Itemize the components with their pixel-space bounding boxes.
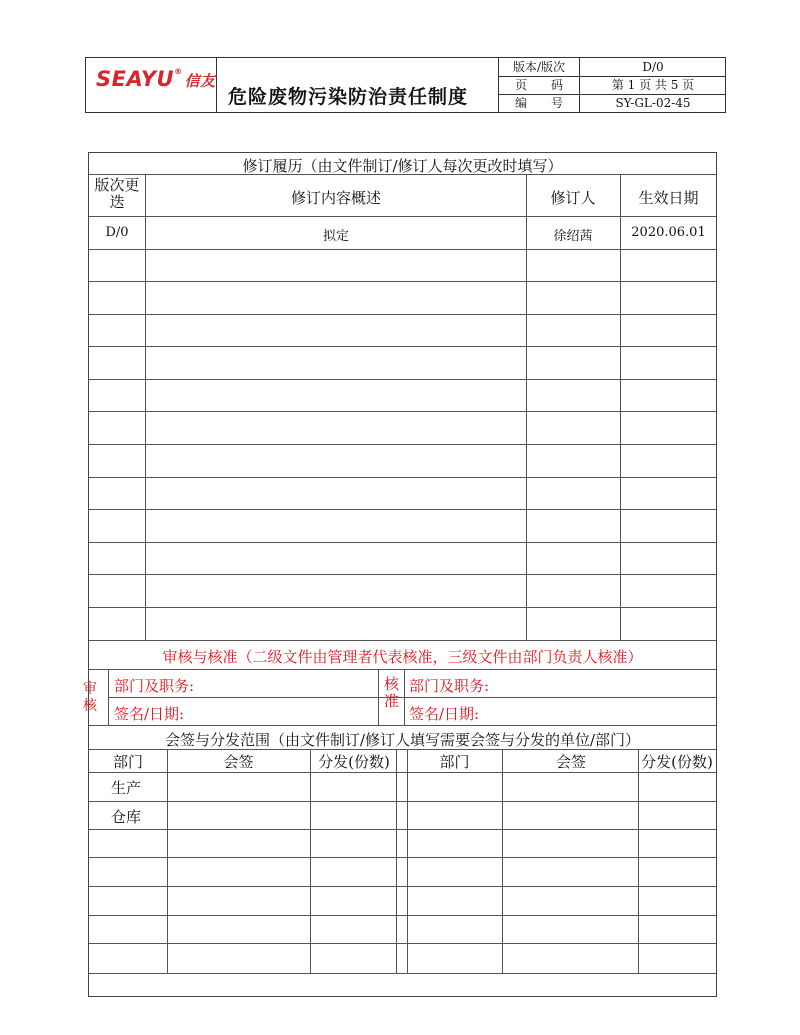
dist-dept-production: 生产: [111, 779, 142, 797]
meta-row-page: [499, 76, 726, 95]
row-divider: [108, 697, 716, 698]
meta-row-number: [499, 94, 726, 112]
row-divider: [89, 379, 716, 380]
dist-dept-warehouse: 仓库: [111, 808, 142, 826]
row-divider: [89, 174, 716, 175]
review-label-char1: 审: [83, 681, 97, 697]
row-divider: [89, 857, 716, 858]
col-divider: [404, 669, 405, 725]
header-revision-content: 修订内容概述: [290, 189, 381, 207]
document-title: 危险废物污染防治责任制度: [228, 86, 469, 108]
review-sign-label: 签名/日期:: [114, 705, 185, 723]
col-divider: [407, 749, 408, 973]
row-divider: [89, 607, 716, 608]
row-divider: [89, 973, 716, 974]
dist-header-sign-right: 会签: [555, 753, 586, 771]
col-divider: [310, 749, 311, 973]
dist-header-dept-right: 部门: [439, 753, 470, 771]
row-divider: [89, 801, 716, 802]
header-version-line2: 迭: [109, 193, 125, 211]
row-divider: [89, 542, 716, 543]
row-divider: [89, 749, 716, 750]
col-divider: [167, 749, 168, 973]
document-meta-table: [498, 58, 726, 112]
revision-date-cell: 2020.06.01: [631, 225, 706, 240]
dist-header-copies-right: 分发(份数): [641, 753, 713, 771]
meta-row-version: [499, 58, 726, 77]
meta-value: D/0: [642, 60, 664, 74]
row-divider: [89, 772, 716, 773]
meta-label: 页 码: [499, 76, 580, 94]
approve-label-char1: 核: [384, 675, 400, 693]
distribution-title: 会签与分发范围（由文件制订/修订人填写需要会签与分发的单位/部门）: [164, 731, 641, 749]
review-dept-label: 部门及职务:: [114, 677, 195, 695]
col-divider: [638, 749, 639, 973]
logo-registered-mark: ®: [174, 67, 183, 76]
logo-chinese-name: 信友: [184, 72, 216, 90]
logo-text: SEAYU: [96, 67, 175, 91]
review-label-char2: 核: [83, 698, 97, 714]
row-divider: [89, 669, 716, 670]
meta-value: SY-GL-02-45: [615, 96, 691, 110]
row-divider: [89, 943, 716, 944]
approve-label-char2: 准: [384, 692, 400, 710]
approve-side-label: [384, 676, 404, 710]
col-divider: [620, 174, 621, 640]
revision-version-cell: D/0: [105, 225, 129, 240]
col-divider: [502, 749, 503, 973]
row-divider: [89, 314, 716, 315]
header-version-line1: 版次更: [94, 176, 140, 194]
logo-cell: [86, 58, 217, 112]
row-divider: [89, 346, 716, 347]
row-divider: [89, 444, 716, 445]
header-effective-date: 生效日期: [638, 189, 699, 207]
dist-header-sign-left: 会签: [223, 753, 254, 771]
revision-reviser-cell: 徐绍茜: [553, 229, 593, 244]
header-version-change: [89, 177, 145, 211]
meta-label: 编 号: [499, 94, 580, 112]
dist-header-copies-left: 分发(份数): [318, 753, 390, 771]
row-divider: [89, 915, 716, 916]
row-divider: [89, 640, 716, 641]
row-divider: [89, 886, 716, 887]
row-divider: [89, 216, 716, 217]
revision-approval-form: [83, 152, 717, 997]
col-divider: [378, 669, 379, 725]
row-divider: [89, 829, 716, 830]
revision-title: 修订履历（由文件制订/修订人每次更改时填写）: [242, 157, 563, 175]
approve-sign-label: 签名/日期:: [409, 705, 480, 723]
header-reviser: 修订人: [550, 189, 596, 207]
review-side-label: [83, 681, 105, 715]
meta-label: 版本/版次: [499, 58, 580, 76]
row-divider: [89, 249, 716, 250]
approve-dept-label: 部门及职务:: [409, 677, 490, 695]
document-header: [85, 57, 726, 113]
row-divider: [89, 477, 716, 478]
row-divider: [89, 411, 716, 412]
row-divider: [89, 509, 716, 510]
company-logo: [96, 67, 216, 91]
meta-value: 第 1 页 共 5 页: [611, 78, 695, 92]
row-divider: [89, 725, 716, 726]
row-divider: [89, 281, 716, 282]
dist-header-dept-left: 部门: [112, 753, 143, 771]
col-divider: [396, 749, 397, 973]
approval-title: 审核与核准（二级文件由管理者代表核准，三级文件由部门负责人核准）: [162, 648, 643, 666]
row-divider: [89, 574, 716, 575]
revision-content-cell: 拟定: [322, 229, 349, 244]
